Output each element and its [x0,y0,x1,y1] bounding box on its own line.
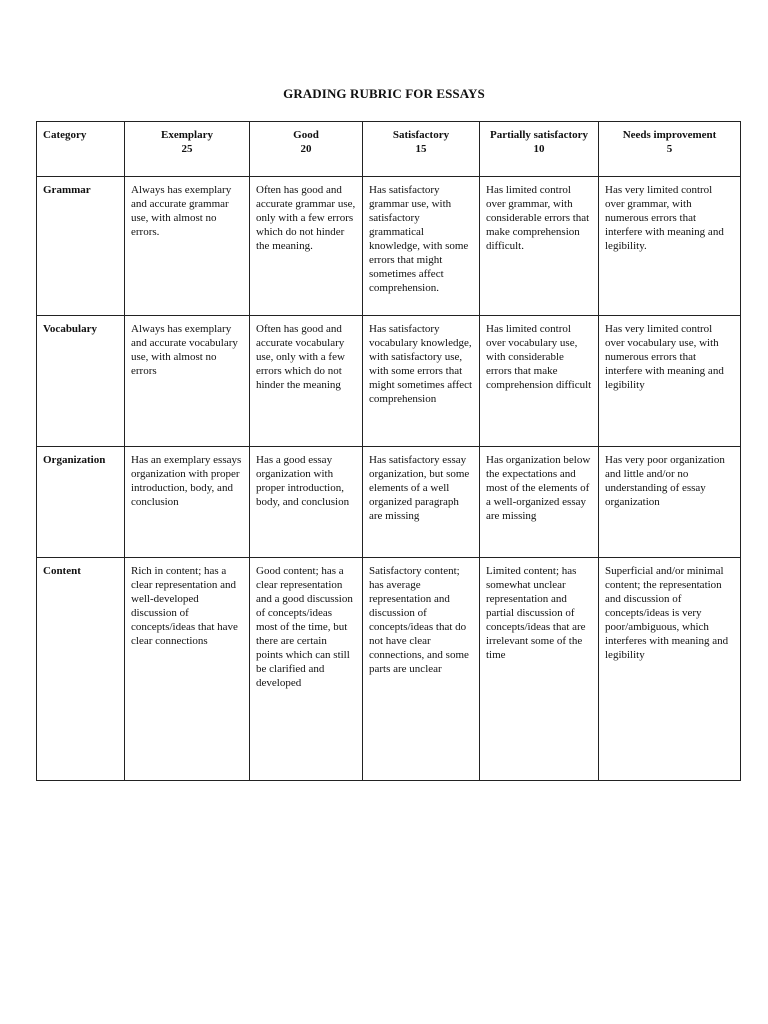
rubric-cell: Has a good essay organization with proper introduction, body, and conclusion [250,447,363,558]
rubric-cell: Superficial and/or minimal content; the representation and discussion of concepts/ideas is very poor/ambiguous, which interferes with meaning and legibility [599,558,741,781]
rubric-cell: Has an exemplary essays organization with proper introduction, body, and conclusion [125,447,250,558]
rubric-cell: Has satisfactory vocabulary knowledge, with satisfactory use, with some errors that might sometimes affect comprehension [363,316,480,447]
level-name: Satisfactory [392,129,450,141]
rubric-cell: Has very poor organization and little and/or no understanding of essay organization [599,447,741,558]
level-points: 10 [533,143,545,155]
row-category-organization: Organization [37,447,125,558]
table-row [37,447,741,558]
level-points: 25 [181,143,193,155]
header-partially-satisfactory [480,122,599,177]
header-good [250,122,363,177]
table-row [37,316,741,447]
table-row [37,177,741,316]
rubric-cell: Satisfactory content; has average representation and discussion of concepts/ideas that do not have clear connections, and some parts are unclear [363,558,480,781]
level-points: 20 [300,143,312,155]
rubric-cell: Often has good and accurate vocabulary use, only with a few errors which do not hinder the meaning [250,316,363,447]
level-points: 15 [415,143,427,155]
rubric-cell: Always has exemplary and accurate grammar use, with almost no errors. [125,177,250,316]
header-satisfactory [363,122,480,177]
rubric-cell: Good content; has a clear representation and a good discussion of concepts/ideas most of the time, but there are certain points which can still be clarified and developed [250,558,363,781]
rubric-cell: Has organization below the expectations and most of the elements of a well-organized essay are missing [480,447,599,558]
rubric-cell: Rich in content; has a clear representation and well-developed discussion of concepts/ideas that have clear connections [125,558,250,781]
rubric-table [36,121,741,781]
level-name: Needs improvement [622,129,717,141]
level-name: Partially satisfactory [489,129,589,141]
rubric-cell: Has satisfactory grammar use, with satisfactory grammatical knowledge, with some errors that might sometimes affect comprehension. [363,177,480,316]
level-name: Exemplary [161,129,213,141]
row-category-content: Content [37,558,125,781]
rubric-cell: Has satisfactory essay organization, but some elements of a well organized paragraph are missing [363,447,480,558]
rubric-cell: Always has exemplary and accurate vocabulary use, with almost no errors [125,316,250,447]
rubric-cell: Limited content; has somewhat unclear representation and partial discussion of concepts/ideas that are irrelevant some of the time [480,558,599,781]
rubric-cell: Has limited control over vocabulary use, with considerable errors that make comprehension difficult [480,316,599,447]
rubric-cell: Has limited control over grammar, with considerable errors that make comprehension difficult. [480,177,599,316]
rubric-cell: Has very limited control over grammar, with numerous errors that interfere with meaning and legibility. [599,177,741,316]
level-points: 5 [666,143,673,155]
row-category-grammar: Grammar [37,177,125,316]
row-category-vocabulary: Vocabulary [37,316,125,447]
rubric-cell: Has very limited control over vocabulary use, with numerous errors that interfere with meaning and legibility [599,316,741,447]
header-row [37,122,741,177]
document-title: GRADING RUBRIC FOR ESSAYS [283,86,485,101]
header-exemplary [125,122,250,177]
header-needs-improvement [599,122,741,177]
table-row [37,558,741,781]
header-category: Category [37,122,125,177]
level-name: Good [293,129,319,141]
rubric-cell: Often has good and accurate grammar use, only with a few errors which do not hinder the meaning. [250,177,363,316]
